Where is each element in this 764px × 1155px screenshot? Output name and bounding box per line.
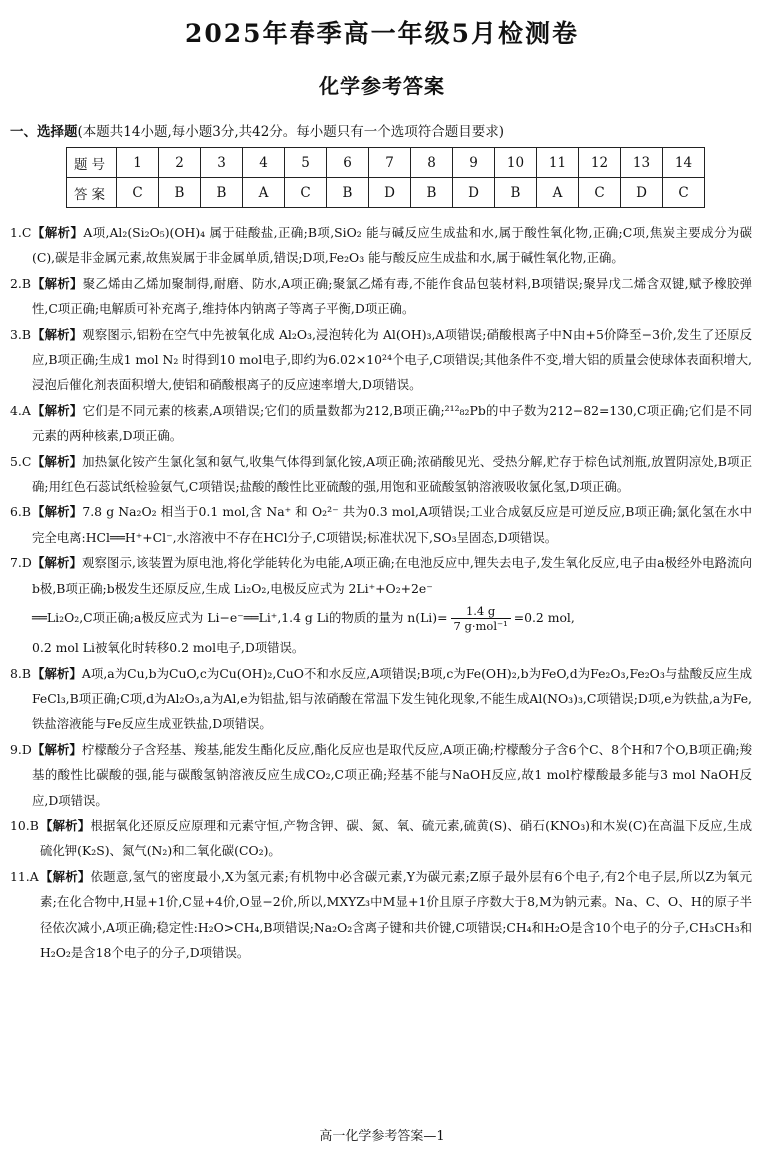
- item-text: 0.2 mol Li被氧化时转移0.2 mol电子,D项错误。: [32, 640, 305, 656]
- analysis-tag: 【解析】: [32, 275, 83, 291]
- answer-cell: B: [495, 178, 537, 208]
- section-note: (本题共14小题,每小题3分,共42分。每小题只有一个选项符合题目要求): [77, 124, 505, 140]
- question-number-cell: 12: [579, 148, 621, 178]
- item-number: 3.B: [10, 326, 31, 342]
- item-text: =0.2 mol,: [513, 610, 575, 626]
- item-number: 5.C: [10, 453, 32, 469]
- question-number-cell: 5: [285, 148, 327, 178]
- item-text: 加热氯化铵产生氯化氢和氨气,收集气体得到氯化铵,A项正确;浓硝酸见光、受热分解,贮存于棕色试剂瓶,放置阴凉处,B项正确;用红色石蕊试纸检验氨气,C项错误;盐酸的酸性比亚硫酸的强,用饱和亚硫酸氢钠溶液吸收氯化氢,D项正确。: [32, 453, 752, 495]
- item-number: 11.A: [10, 868, 39, 884]
- item-number: 6.B: [10, 504, 31, 520]
- question-number-cell: 6: [327, 148, 369, 178]
- item-number: 1.C: [10, 225, 32, 240]
- answer-cell: B: [201, 178, 243, 208]
- answer-cell: B: [411, 178, 453, 208]
- page-subtitle: 化学参考答案: [319, 74, 445, 98]
- analysis-tag: 【解析】: [32, 504, 83, 520]
- item-text: A项,a为Cu,b为CuO,c为Cu(OH)₂,CuO不和水反应,A项错误;B项,c为Fe(OH)₂,b为FeO,d为Fe₂O₃,Fe₂O₃与盐酸反应生成FeCl₃,B项正确;C项,d为Al₂O₃,a为Al,e为铝盐,铝与浓硝酸在常温下发生钝化现象,不能生成Al(NO₃)₃,C项错误;D项,e为铁盐,a为Fe,铁盐溶液能与Fe反应生成亚铁盐,D项错误。: [32, 665, 752, 732]
- item-number: 9.D: [10, 741, 32, 757]
- item-text: 它们是不同元素的核素,A项错误;它们的质量数都为212,B项正确;²¹²₈₂Pb的中子数为212−82=130,C项正确;它们是不同元素的两种核素,D项正确。: [32, 402, 753, 444]
- item-number: 8.B: [10, 665, 31, 681]
- answer-cell: C: [579, 178, 621, 208]
- equation-line: [32, 601, 752, 635]
- explanation-item: [10, 322, 752, 398]
- item-text: 根据氧化还原反应原理和元素守恒,产物含钾、碳、氮、氧、硫元素,硫黄(S)、硝石(KNO₃)和木炭(C)在高温下反应,生成硫化钾(K₂S)、氮气(N₂)和二氧化碳(CO₂)。: [40, 817, 753, 859]
- analysis-tag: 【解析】: [32, 453, 83, 469]
- item-number: 4.A: [10, 402, 31, 418]
- item-text: A项,Al₂(Si₂O₅)(OH)₄ 属于硅酸盐,正确;B项,SiO₂ 能与碱反应生成盐和水,属于酸性氧化物,正确;C项,焦炭主要成分为碳(C),碳是非金属元素,故焦炭属于非金属单质,错误;D项,Fe₂O₃ 能与酸反应生成盐和水,属于碱性氧化物,正确。: [32, 225, 752, 266]
- row-header-number: 题号: [67, 148, 117, 178]
- explanation-item: [10, 550, 752, 660]
- explanation-item: [10, 449, 752, 500]
- analysis-tag: 【解析】: [32, 555, 83, 571]
- item-text: 观察图示,铝粉在空气中先被氧化成 Al₂O₃,浸泡转化为 Al(OH)₃,A项错误;硝酸根离子中N由+5价降至−3价,发生了还原反应,B项正确;生成1 mol N₂ 时得到10 mol电子,即约为6.02×10²⁴个电子,C项错误;其他条件不变,增大铝的质量会使球体表面积增大,浸泡后催化剂表面积增大,使铝和硝酸根离子的反应速率增大,D项错误。: [32, 326, 753, 393]
- answer-table-answer-row: [67, 178, 705, 208]
- answer-cell: B: [327, 178, 369, 208]
- question-number-cell: 1: [117, 148, 159, 178]
- answer-cell: C: [117, 178, 159, 208]
- item-number: 10.B: [10, 817, 39, 833]
- fraction-denominator: 7 g·mol⁻¹: [453, 619, 508, 634]
- item-text: 观察图示,该装置为原电池,将化学能转化为电能,A项正确;在电池反应中,锂失去电子,发生氧化反应,电子由a极经外电路流向b极,B项正确;b极发生还原反应,生成 Li₂O₂,电极反应式为 2Li⁺+O₂+2e⁻: [32, 555, 752, 596]
- question-number-cell: 11: [537, 148, 579, 178]
- explanation-item: [10, 661, 752, 737]
- row-header-answer: 答案: [67, 178, 117, 208]
- analysis-tag: 【解析】: [40, 868, 91, 884]
- question-number-cell: 8: [411, 148, 453, 178]
- question-number-cell: 2: [159, 148, 201, 178]
- analysis-tag: 【解析】: [32, 225, 84, 240]
- item-text: 柠檬酸分子含羟基、羧基,能发生酯化反应,酯化反应也是取代反应,A项正确;柠檬酸分子含6个C、8个H和7个O,B项正确;羧基的酸性比碳酸的强,能与碳酸氢钠溶液反应生成CO₂,C项正确;羟基不能与NaOH反应,故1 mol柠檬酸最多能与3 mol NaOH反应,D项错误。: [32, 741, 753, 808]
- section-label: 一、选择题: [10, 124, 78, 140]
- answer-table: [66, 147, 705, 208]
- answer-cell: A: [537, 178, 579, 208]
- analysis-tag: 【解析】: [32, 402, 83, 418]
- item-text: 7.8 g Na₂O₂ 相当于0.1 mol,含 Na⁺ 和 O₂²⁻ 共为0.3 mol,A项错误;工业合成氨反应是可逆反应,B项正确;氯化氢在水中完全电离:HCl══H⁺+Cl⁻,水溶液中不存在HCl分子,C项错误;标准状况下,SO₃呈固态,D项错误。: [32, 504, 753, 545]
- answer-cell: C: [285, 178, 327, 208]
- question-number-cell: 9: [453, 148, 495, 178]
- answer-cell: B: [159, 178, 201, 208]
- question-number-cell: 3: [201, 148, 243, 178]
- answer-cell: D: [621, 178, 663, 208]
- explanation-item: [10, 737, 752, 813]
- explanation-item: [10, 271, 752, 322]
- explanation-item: [10, 499, 752, 550]
- item-number: 2.B: [10, 275, 31, 291]
- question-number-cell: 14: [663, 148, 705, 178]
- answer-cell: A: [243, 178, 285, 208]
- analysis-tag: 【解析】: [40, 817, 91, 833]
- item-text: ══Li₂O₂,C项正确;a极反应式为 Li−e⁻══Li⁺,1.4 g Li的物质的量为 n(Li)=: [32, 610, 448, 626]
- explanation-item: [10, 220, 752, 271]
- item-number: 7.D: [10, 555, 32, 571]
- answer-table-number-row: [67, 148, 705, 178]
- section-heading: [10, 120, 504, 140]
- page-title: 2025年春季高一年级5月检测卷: [185, 19, 579, 48]
- answer-cell: D: [453, 178, 495, 208]
- answer-cell: D: [369, 178, 411, 208]
- fraction-numerator: 1.4 g: [451, 604, 511, 619]
- question-number-cell: 4: [243, 148, 285, 178]
- analysis-tag: 【解析】: [32, 665, 82, 681]
- analysis-tag: 【解析】: [32, 741, 82, 757]
- question-number-cell: 10: [495, 148, 537, 178]
- item-text: 聚乙烯由乙烯加聚制得,耐磨、防水,A项正确;聚氯乙烯有毒,不能作食品包装材料,B项错误;聚异戊二烯含双键,赋予橡胶弹性,C项正确;电解质可补充离子,维持体内钠离子等离子平衡,D项正确。: [32, 275, 752, 317]
- analysis-tag: 【解析】: [32, 326, 83, 342]
- explanation-item: [10, 398, 752, 449]
- item-text: 依题意,氢气的密度最小,X为氢元素;有机物中必含碳元素,Y为碳元素;Z原子最外层有6个电子,有2个电子层,所以Z为氧元素;在化合物中,H显+1价,C显+4价,O显−2价,所以,MXYZ₃中M显+1价且原子序数大于8,M为钠元素。Na、C、O、H的原子半径依次减小,A项正确;稳定性:H₂O>CH₄,B项错误;Na₂O₂含离子键和共价键,C项错误;CH₄和H₂O是含10个电子的分子,CH₃CH₃和H₂O₂是含18个电子的分子,D项错误。: [40, 868, 753, 960]
- question-number-cell: 7: [369, 148, 411, 178]
- answer-cell: C: [663, 178, 705, 208]
- explanation-item: [10, 813, 752, 864]
- question-number-cell: 13: [621, 148, 663, 178]
- explanation-item: [10, 864, 752, 966]
- fraction: [451, 604, 511, 633]
- page-footer: 高一化学参考答案—1: [319, 1129, 445, 1144]
- answer-explanations: [10, 220, 752, 965]
